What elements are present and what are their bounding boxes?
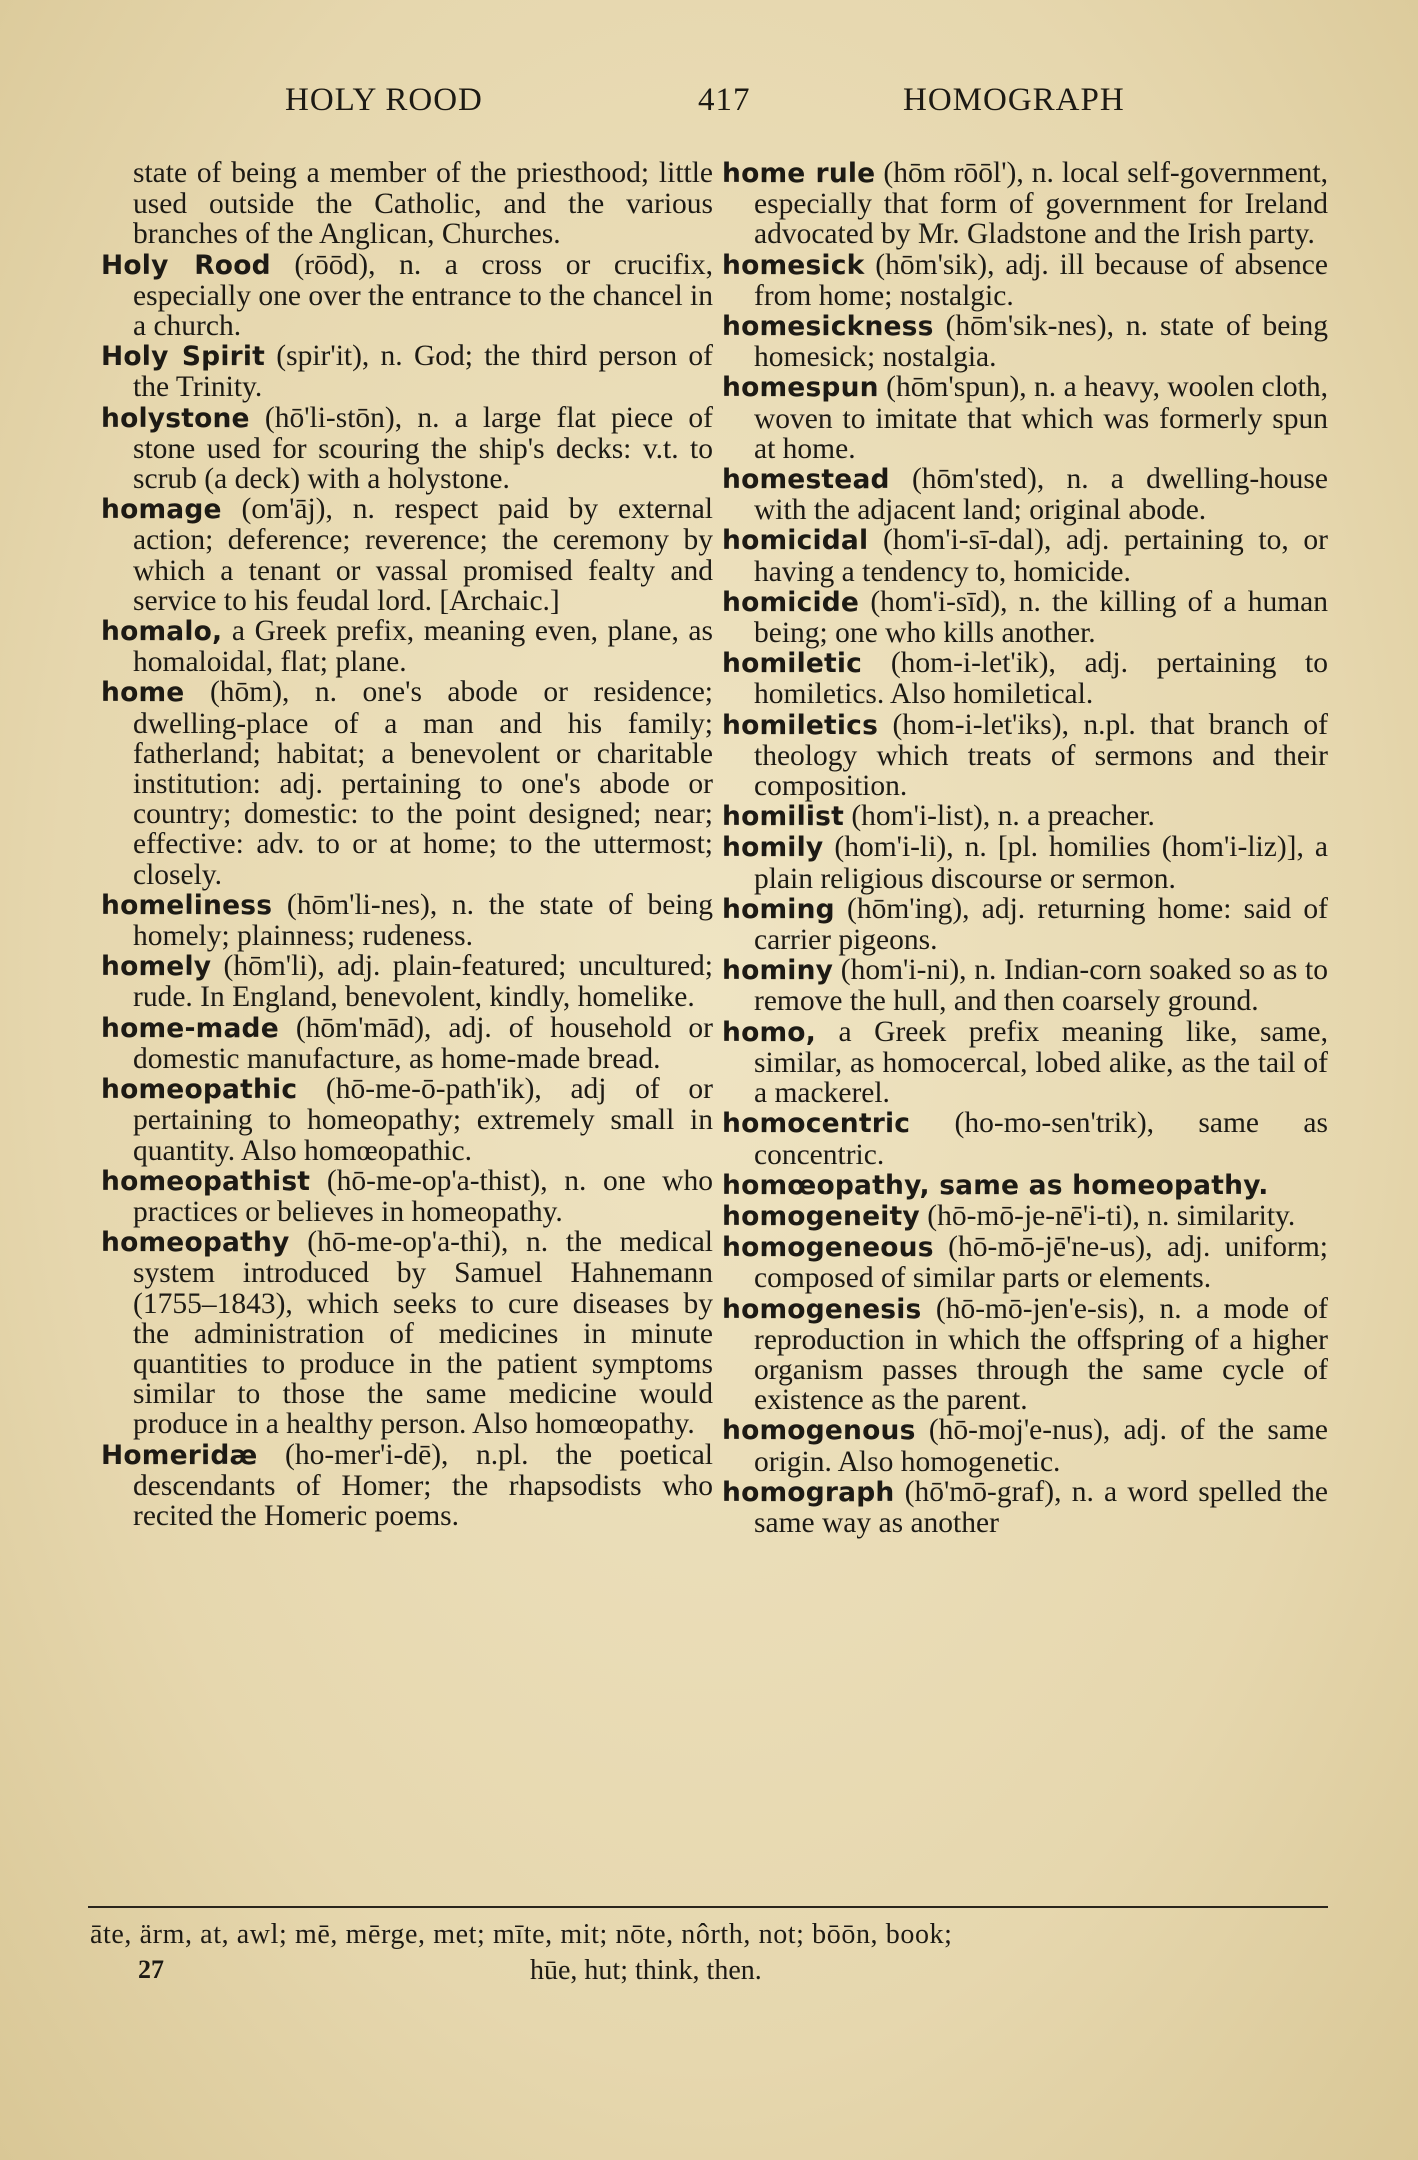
entry-headword: holystone (101, 402, 250, 434)
entry-definition: a Greek prefix, meaning even, plane, as homaloidal, flat; plane. (133, 615, 713, 679)
entry-headword: homicidal (722, 525, 869, 557)
entry-definition: (hom'i-ni), n. Indian-corn soaked so as to remove the hull, and then coarsely ground. (754, 954, 1328, 1018)
entry-definition: (spir'it), n. God; the third person of the Trinity. (133, 340, 713, 404)
entry-headword: homeopathic (101, 1074, 298, 1106)
entry-definition: (hōm'sik-nes), n. state of being homesick; nostalgia. (754, 310, 1328, 374)
dictionary-entry (722, 832, 1328, 893)
dictionary-entry (101, 250, 713, 342)
entry-definition: (hō'mō-graf), n. a word spelled the same way as another (754, 1475, 1328, 1539)
dictionary-entry (722, 710, 1328, 802)
entry-definition: state of being a member of the priesthood; little used outside the Catholic, and the various branches of the Anglican, Churches. (133, 157, 713, 251)
entry-headword: homesick (722, 249, 865, 281)
entry-headword: home (101, 677, 185, 709)
entry-definition: (ho-mer'i-dē), n.pl. the poetical descendants of Homer; the rhapsodists who recited the Homeric poems. (133, 1438, 713, 1532)
entry-definition: (hō-moj'e-nus), adj. of the same origin. Also homogenetic. (754, 1414, 1328, 1478)
entry-headword: homily (722, 832, 824, 864)
entry-definition: (hōm'mād), adj. of household or domestic manufacture, as home-made bread. (133, 1011, 713, 1075)
dictionary-entry (722, 158, 1328, 250)
entry-definition: (hōm'ing), adj. returning home: said of carrier pigeons. (754, 892, 1328, 957)
entry-headword: homage (101, 494, 222, 526)
dictionary-entry (101, 1074, 713, 1166)
entry-headword: Homeridæ (101, 1439, 258, 1471)
dictionary-entry (722, 648, 1328, 709)
dictionary-entry (101, 341, 713, 402)
entry-headword: homeopathist (101, 1165, 311, 1197)
signature-mark: 27 (138, 1955, 164, 1984)
footer-divider (88, 1906, 1328, 1908)
dictionary-entry (722, 525, 1328, 586)
dictionary-entry (722, 1170, 1328, 1201)
left-column (101, 158, 713, 1531)
entry-definition: (hom'i-sī-dal), adj. pertaining to, or having a tendency to, homicide. (754, 524, 1328, 588)
entry-headword: homilist (722, 801, 844, 833)
dictionary-entry (101, 1166, 713, 1227)
entry-definition: (hō-mō-jen'e-sis), n. a mode of reproduction in which the offspring of a higher organism passes through the same cycle of existence as the parent. (754, 1292, 1328, 1417)
dictionary-entry (101, 1013, 713, 1074)
dictionary-entry (722, 372, 1328, 464)
pronunciation-key-line-2: hūe, hut; think, then. (530, 1955, 762, 1986)
entry-definition: (hōm rōōl'), n. local self-government, especially that form of government for Ireland advocated by Mr. Gladstone and the Irish party. (754, 157, 1328, 251)
left-guide-word: HOLY ROOD (285, 82, 483, 118)
entry-headword: home-made (101, 1012, 279, 1044)
entry-headword: homalo, (101, 616, 223, 648)
entry-definition: (hōm'li-nes), n. the state of being homely; plainness; rudeness. (133, 888, 713, 953)
footer-line-2 (90, 1955, 1330, 1989)
dictionary-entry (722, 1017, 1328, 1109)
entry-definition: (om'āj), n. respect paid by external action; deference; reverence; the ceremony by which a tenant or vassal promised fealty and service to his feudal lord. [Archaic.] (133, 493, 713, 617)
pronunciation-key-line-1: āte, ärm, at, awl; mē, mērge, met; mīte, mit; nōte, nôrth, not; bōōn, book; (90, 1919, 953, 1950)
dictionary-entry (101, 951, 713, 1012)
entry-definition: (hom'i-sīd), n. the killing of a human being; one who kills another. (754, 585, 1328, 650)
entry-definition: (hō'li-stōn), n. a large flat piece of stone used for scouring the ship's decks: v.t. to scrub (a deck) with a holystone. (133, 401, 713, 496)
dictionary-entry (722, 801, 1328, 832)
dictionary-entry (722, 587, 1328, 648)
entry-headword: Holy Spirit (101, 341, 266, 373)
dictionary-entry (722, 1232, 1328, 1293)
entry-headword: homo, (722, 1016, 816, 1048)
entry-headword: homeliness (101, 889, 273, 921)
entry-definition: (hōm), n. one's abode or residence; dwelling-place of a man and his family; fatherland; habitat; a benevolent or charitable institution: adj. pertaining to one's abode or country; domestic: to the point designed; near; effective: adv. to or at home; to the uttermost; closely. (133, 676, 713, 891)
entry-headword: homogeneous (722, 1232, 934, 1264)
entry-headword: homiletic (722, 648, 863, 680)
dictionary-entry (722, 1415, 1328, 1476)
entry-definition: (hōm'spun), n. a heavy, woolen cloth, woven to imitate that which was formerly spun at home. (754, 371, 1328, 465)
entry-headword: home rule (722, 158, 876, 189)
dictionary-entry (101, 616, 713, 677)
entry-headword: Holy Rood (101, 249, 271, 281)
entry-definition: (hōm'li), adj. plain-featured; uncultured; rude. In England, benevolent, kindly, homelike. (133, 950, 713, 1014)
entry-definition: (hom-i-let'ik), adj. pertaining to homiletics. Also homiletical. (754, 647, 1328, 711)
entry-definition: (hō-me-ō-path'ik), adj of or pertaining to homeopathy; extremely small in quantity. Also homœopathic. (133, 1073, 713, 1167)
entry-headword: homograph (722, 1476, 895, 1508)
entry-headword: homiletics (722, 709, 879, 741)
dictionary-entry (101, 1440, 713, 1532)
dictionary-entry (722, 955, 1328, 1016)
dictionary-entry (101, 403, 713, 495)
entry-definition: (hom'i-list), n. a preacher. (843, 800, 1155, 833)
dictionary-entry (722, 250, 1328, 311)
dictionary-entry (101, 1227, 713, 1439)
dictionary-entry (101, 158, 713, 250)
entry-headword: hominy (722, 955, 834, 987)
entry-headword: homœopathy, (722, 1169, 930, 1201)
entry-definition: a Greek prefix meaning like, same, similar, as homocercal, lobed alike, as the tail of a mackerel. (754, 1015, 1328, 1110)
right-guide-word: HOMOGRAPH (903, 82, 1125, 118)
dictionary-entry (722, 1294, 1328, 1416)
dictionary-entry (722, 311, 1328, 372)
page-number: 417 (698, 82, 751, 118)
entry-headword: homespun (722, 372, 879, 404)
entry-definition: (hō-me-op'a-thist), n. one who practices or believes in homeopathy. (133, 1164, 713, 1228)
dictionary-entry (101, 494, 713, 616)
entry-definition: (ho-mo-sen'trik), same as concentric. (754, 1107, 1328, 1171)
right-column (722, 158, 1328, 1538)
entry-headword: homocentric (722, 1108, 911, 1140)
entry-definition: (hom'i-li), n. [pl. homilies (hom'i-liz)], a plain religious discourse or sermon. (754, 831, 1328, 895)
entry-headword: homely (101, 951, 212, 983)
dictionary-entry (722, 1108, 1328, 1169)
entry-headword: homogeneity (722, 1200, 920, 1232)
entry-headword: homesickness (722, 311, 934, 343)
entry-headword: homicide (722, 586, 860, 618)
entry-headword: homogenesis (722, 1293, 922, 1325)
entry-definition: (rōōd), n. a cross or crucifix, especially one over the entrance to the chancel in a church. (133, 248, 713, 343)
dictionary-entry (722, 1477, 1328, 1538)
entry-headword: homing (722, 893, 835, 925)
entry-headword: homestead (722, 464, 890, 496)
dictionary-entry (722, 1201, 1328, 1232)
dictionary-entry (101, 677, 713, 889)
entry-definition: (hō-mō-jē'ne-us), adj. uniform; composed of similar parts or elements. (754, 1231, 1328, 1295)
dictionary-entry (722, 894, 1328, 955)
entry-headword: homogenous (722, 1415, 916, 1447)
entry-definition: (hōm'sik), adj. ill because of absence from home; nostalgic. (754, 248, 1328, 312)
entry-definition: (hō-me-op'a-thi), n. the medical system introduced by Samuel Hahnemann (1755–1843), which seeks to cure diseases by the administration of medicines in minute quantities to produce in the patient symptoms similar to those the same medicine would produce in a healthy person. Also homœopathy. (133, 1226, 713, 1441)
page-header (100, 82, 1320, 126)
dictionary-entry (101, 890, 713, 951)
entry-headword: homeopathy (101, 1227, 290, 1259)
entry-definition: same as homeopathy. (929, 1169, 1269, 1201)
entry-definition: (hōm'sted), n. a dwelling-house with the adjacent land; original abode. (754, 463, 1328, 527)
entry-definition: (hom-i-let'iks), n.pl. that branch of theology which treats of sermons and their composition. (754, 708, 1328, 803)
dictionary-entry (722, 464, 1328, 525)
entry-definition: (hō-mō-je-nē'i-ti), n. similarity. (919, 1199, 1296, 1232)
